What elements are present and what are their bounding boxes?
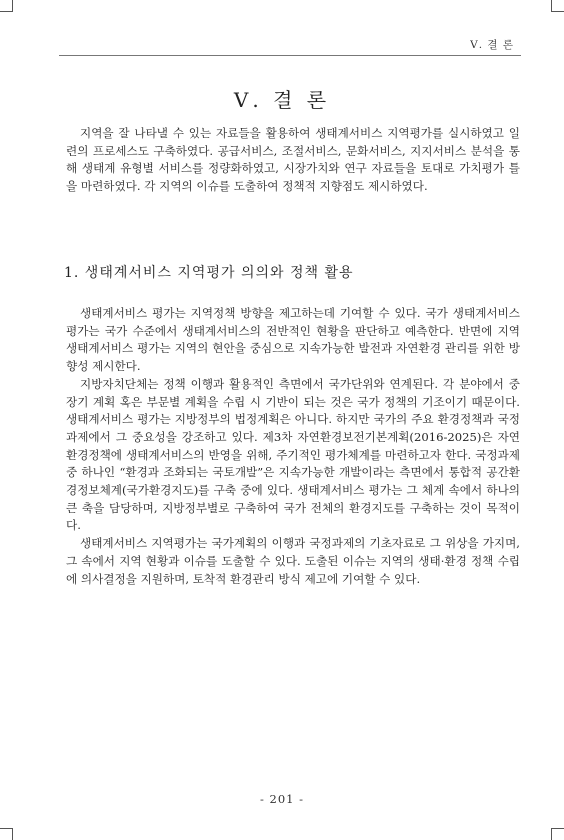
section-heading: 1. 생태계서비스 지역평가 의의와 정책 활용 [64, 265, 354, 281]
body-paragraph-3: 생태계서비스 지역평가는 국가계획의 이행과 국정과제의 기초자료로 그 위상을 가지며, 그 속에서 지역 현황과 이슈를 도출할 수 있다. 도출된 이슈는 지역의 생태·환경 정책 수립에 의사결정을 지원하며, 토착적 환경관리 방식 제고에 기여할 수 있다. [66, 536, 520, 586]
page-number: - 201 - [259, 792, 305, 806]
chapter-title: Ⅴ. 결 론 [233, 88, 331, 112]
intro-section [66, 125, 520, 196]
intro-paragraph: 지역을 잘 나타낼 수 있는 자료들을 활용하여 생태계서비스 지역평가를 실시하였고 일련의 프로세스도 구축하였다. 공급서비스, 조절서비스, 문화서비스, 지지서비스 분석을 통해 생태계 유형별 서비스를 정량화하였고, 시장가치와 연구 자료들을 토대로 가치평가 틀을 마련하였다. 각 지역의 이슈를 도출하여 정책적 지향점도 제시하였다. [66, 126, 520, 194]
crop-mark-bottom-right-v [551, 828, 552, 840]
body-paragraph-2: 지방자치단체는 정책 이행과 활용적인 측면에서 국가단위와 연계된다. 각 분야에서 중장기 계획 혹은 부문별 계획을 수립 시 기반이 되는 것은 국가 정책의 기조이기 때문이다. 생태계서비스 평가는 지방정부의 법정계획은 아니다. 하지만 국가의 주요 환경정책과 국정과제에서 그 중요성을 강조하고 있다. 제3차 자연환경보전기본계획(2016-2025)은 자연환경정책에 생태계서비스의 반영을 위해, 주기적인 평가체계를 마련하고자 한다. 국정과제 중 하나인 “환경과 조화되는 국토개발”은 지속가능한 개발이라는 측면에서 통합적 공간환경정보체계(국가환경지도)를 구축 중에 있다. 생태계서비스 평가는 그 체계 속에서 하나의 큰 축을 담당하며, 지방정부별로 구축하여 국가 전체의 환경지도를 구축하는 것이 목적이다. [66, 376, 520, 533]
section-body [66, 305, 520, 588]
body-paragraph-1: 생태계서비스 평가는 지역정책 방향을 제고하는데 기여할 수 있다. 국가 생태계서비스 평가는 국가 수준에서 생태계서비스의 전반적인 현황을 판단하고 예측한다. 반면에 지역 생태계서비스 평가는 지역의 현안을 중심으로 지속가능한 발전과 자연환경 관리를 위한 방향성 제시한다. [66, 306, 520, 374]
crop-mark-bottom-right-h [551, 828, 564, 829]
crop-mark-top-right-v [551, 0, 552, 12]
crop-mark-top-left-v [12, 0, 13, 12]
header-divider [59, 55, 521, 56]
crop-mark-top-right-h [551, 11, 564, 12]
running-header: Ⅴ. 결 론 [470, 39, 514, 51]
crop-mark-bottom-left-v [12, 828, 13, 840]
